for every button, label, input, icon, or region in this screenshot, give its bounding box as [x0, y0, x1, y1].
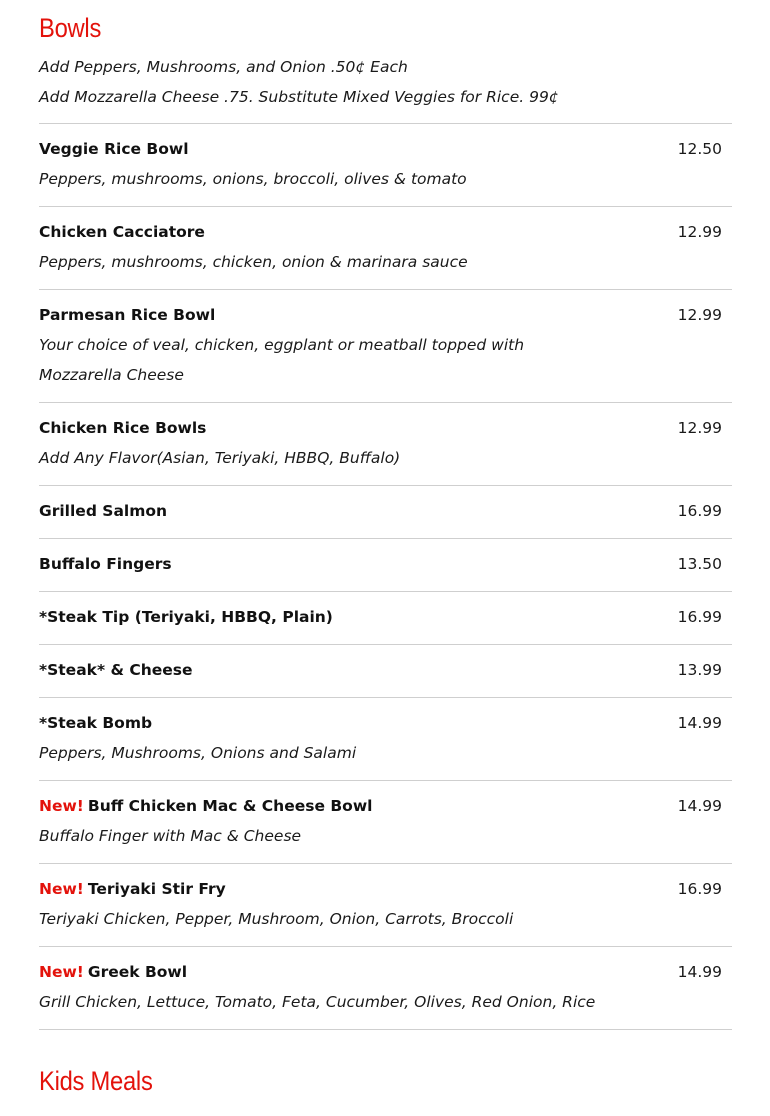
menu-item [39, 591, 732, 644]
menu-item-name [39, 496, 167, 526]
menu-item-name-text: Grilled Salmon [39, 502, 168, 520]
menu-item-name [39, 957, 187, 987]
menu-item [39, 863, 732, 946]
menu-item-header [39, 217, 732, 247]
section-title-kids-meals: Kids Meals [39, 1066, 153, 1096]
menu-item-name [39, 549, 172, 579]
bowls-note: Add Peppers, Mushrooms, and Onion .50¢ Each [39, 58, 408, 76]
menu-item-name [39, 413, 206, 443]
menu-item [39, 946, 732, 1030]
menu-item-name-text: Chicken Rice Bowls [39, 419, 207, 437]
menu-item-header [39, 496, 732, 526]
menu-item-name-text: *Steak Bomb [39, 714, 153, 732]
menu-item-name-text: Chicken Cacciatore [39, 223, 205, 241]
menu-item-price: 12.99 [677, 223, 722, 241]
menu-item-name-text: Buff Chicken Mac & Cheese Bowl [87, 797, 373, 815]
menu-item-header [39, 655, 732, 685]
menu-item-price: 13.50 [677, 555, 722, 573]
menu-item-name [39, 791, 372, 821]
menu-item-price: 13.99 [677, 661, 722, 679]
menu-item [39, 644, 732, 697]
menu-item [39, 289, 732, 402]
menu-item-price: 16.99 [677, 608, 722, 626]
menu-item [39, 780, 732, 863]
menu-item-price: 12.50 [677, 140, 722, 158]
new-badge: New! [39, 880, 84, 898]
menu-item-name [39, 300, 215, 330]
menu-item-price: 12.99 [677, 419, 722, 437]
menu-item-name-text: Teriyaki Stir Fry [87, 880, 226, 898]
menu-item-description: Your choice of veal, chicken, eggplant or meatball topped with Mozzarella Cheese [39, 336, 525, 384]
menu-item-price: 16.99 [677, 502, 722, 520]
menu-item-header [39, 300, 732, 330]
menu-item-header [39, 413, 732, 443]
bowls-notes [39, 52, 559, 112]
menu-item-name-text: Buffalo Fingers [39, 555, 172, 573]
bowls-note: Add Mozzarella Cheese .75. Substitute Mixed Veggies for Rice. 99¢ [39, 88, 559, 106]
menu-item-description: Peppers, mushrooms, onions, broccoli, olives & tomato [39, 170, 467, 188]
menu-item-name-text: Greek Bowl [87, 963, 188, 981]
menu-item-price: 14.99 [677, 797, 722, 815]
menu-item-description: Peppers, mushrooms, chicken, onion & marinara sauce [39, 253, 468, 271]
menu-item-price: 16.99 [677, 880, 722, 898]
menu-item-description: Grill Chicken, Lettuce, Tomato, Feta, Cucumber, Olives, Red Onion, Rice [39, 993, 596, 1011]
menu-item-header [39, 791, 732, 821]
menu-item-header [39, 957, 732, 987]
section-title-bowls: Bowls [39, 13, 102, 43]
menu-item-price: 12.99 [677, 306, 722, 324]
menu-item [39, 697, 732, 780]
menu-item-description: Buffalo Finger with Mac & Cheese [39, 827, 302, 845]
menu-item [39, 123, 732, 206]
menu-item [39, 538, 732, 591]
menu-item-header [39, 602, 732, 632]
menu-item-name [39, 874, 226, 904]
menu-item-name [39, 655, 193, 685]
menu-item-description: Teriyaki Chicken, Pepper, Mushroom, Onion, Carrots, Broccoli [39, 910, 514, 928]
menu-item-name [39, 217, 205, 247]
menu-item-name-text: *Steak* & Cheese [39, 661, 193, 679]
menu-item-price: 14.99 [677, 963, 722, 981]
menu-item-header [39, 549, 732, 579]
menu-item-description: Add Any Flavor(Asian, Teriyaki, HBBQ, Buffalo) [39, 449, 401, 467]
menu-item-name [39, 134, 189, 164]
menu-item-header [39, 134, 732, 164]
new-badge: New! [39, 797, 84, 815]
menu-item-header [39, 874, 732, 904]
menu-item-name-text: Parmesan Rice Bowl [39, 306, 216, 324]
new-badge: New! [39, 963, 84, 981]
menu-item-header [39, 708, 732, 738]
menu-item [39, 402, 732, 485]
menu-item-name [39, 602, 333, 632]
bowls-item-list [39, 123, 732, 1030]
menu-item-price: 14.99 [677, 714, 722, 732]
menu-item-name-text: Veggie Rice Bowl [39, 140, 189, 158]
menu-item [39, 206, 732, 289]
menu-item-description: Peppers, Mushrooms, Onions and Salami [39, 744, 357, 762]
menu-item-name [39, 708, 152, 738]
menu-item [39, 485, 732, 538]
menu-item-name-text: *Steak Tip (Teriyaki, HBBQ, Plain) [39, 608, 333, 626]
